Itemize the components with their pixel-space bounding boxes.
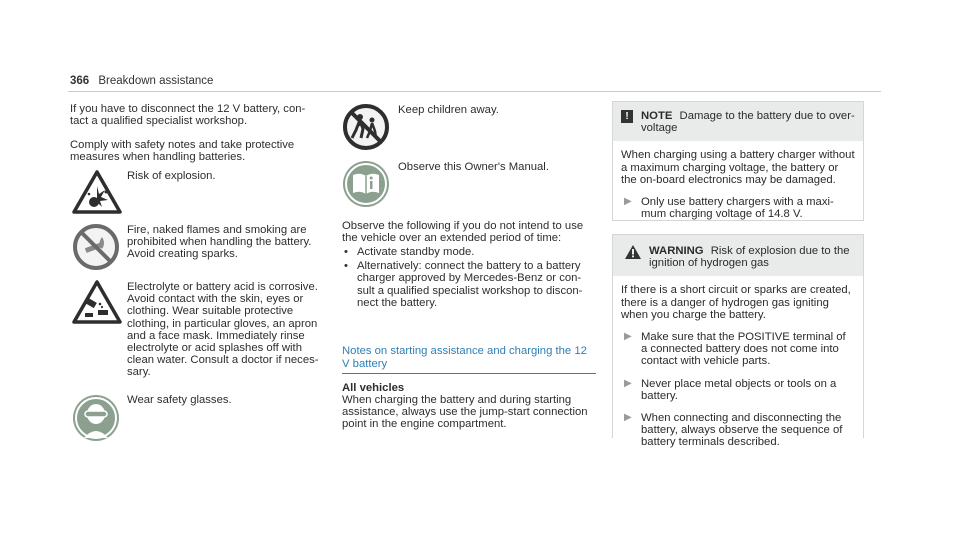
note-body <box>613 141 863 226</box>
note-header <box>613 102 863 141</box>
explosion-warning-icon <box>72 170 122 214</box>
warning-step <box>621 378 855 402</box>
acid-corrosive-text: Electrolyte or battery acid is corrosive. Avoid contact with the skin, eyes or clothing. Wear suitable protective clothing, in particular gloves, an apron and a face mask. Immediately rinse electrolyte or acid splashes off with clean water. Consult a doctor if neces- sary. <box>127 281 319 379</box>
header-divider <box>68 91 881 92</box>
extended-period-text: Observe the following if you do not intend to use the vehicle over an extended period of time: <box>342 220 584 245</box>
note-title: Damage to the battery due to over- voltage <box>641 110 855 135</box>
explosion-text: Risk of explosion. <box>127 170 216 182</box>
jump-start-text: When charging the battery and during starting assistance, always use the jump-start connection point in the engine compartment. <box>342 394 588 431</box>
warning-step-text: Make sure that the POSITIVE terminal of a connected battery does not come into contact with vehicle parts. <box>641 331 846 368</box>
intro-disconnect-text: If you have to disconnect the 12 V battery, con- tact a qualified specialist workshop. <box>70 103 306 128</box>
observe-manual-text: Observe this Owner's Manual. <box>398 161 549 173</box>
warning-title: Risk of explosion due to the ignition of hydrogen gas <box>649 245 850 270</box>
note-step <box>621 196 855 220</box>
subheading-all-vehicles: All vehicles <box>342 382 405 394</box>
note-step-text: Only use battery chargers with a maxi- mum charging voltage of 14.8 V. <box>641 196 834 221</box>
list-item: • Alternatively: connect the battery to a battery charger approved by Mercedes-Benz or con- sult a qualified specialist workshop to discon- nect the battery. <box>342 260 594 309</box>
warning-step <box>621 412 855 449</box>
list-item: • Activate standby mode. <box>342 246 594 258</box>
section-title: Breakdown assistance <box>98 75 214 87</box>
warning-step-text: When connecting and disconnecting the battery, always observe the sequence of battery terminals described. <box>641 412 843 449</box>
note-box <box>612 101 864 221</box>
section-heading-rule <box>342 373 596 374</box>
note-text: When charging using a battery charger without a maximum charging voltage, the battery or the on-board electronics may be damaged. <box>621 149 855 186</box>
section-heading: Notes on starting assistance and charging the 12 V battery <box>342 345 587 370</box>
safety-glasses-icon <box>72 394 120 442</box>
extended-period-list <box>342 244 594 309</box>
note-label: NOTE <box>641 110 673 122</box>
page-number: 366 <box>70 75 90 87</box>
warning-label: WARNING <box>649 245 704 257</box>
warning-triangle-icon <box>625 245 641 259</box>
warning-body <box>613 276 863 454</box>
intro-safety-text: Comply with safety notes and take protective measures when handling batteries. <box>70 139 295 164</box>
arrow-right-icon: ▶ <box>624 412 632 424</box>
warning-header <box>613 235 863 276</box>
no-open-flame-icon <box>72 223 120 271</box>
warning-box <box>612 234 864 449</box>
safety-glasses-text: Wear safety glasses. <box>127 394 232 406</box>
warning-step-text: Never place metal objects or tools on a battery. <box>641 377 837 402</box>
exclamation-icon: ! <box>621 110 633 123</box>
page-header <box>70 75 213 87</box>
warning-text: If there is a short circuit or sparks are created, there is a danger of hydrogen gas igniting when you charge the battery. <box>621 284 851 321</box>
arrow-right-icon: ▶ <box>624 377 632 389</box>
fire-prohibited-text: Fire, naked flames and smoking are prohibited when handling the battery. Avoid creating sparks. <box>127 224 312 261</box>
arrow-right-icon: ▶ <box>624 196 632 208</box>
warning-step <box>621 331 855 368</box>
owners-manual-icon <box>342 160 390 208</box>
keep-children-away-icon <box>342 103 390 151</box>
corrosive-acid-warning-icon <box>72 280 122 324</box>
arrow-right-icon: ▶ <box>624 331 632 343</box>
keep-children-away-text: Keep children away. <box>398 104 499 116</box>
